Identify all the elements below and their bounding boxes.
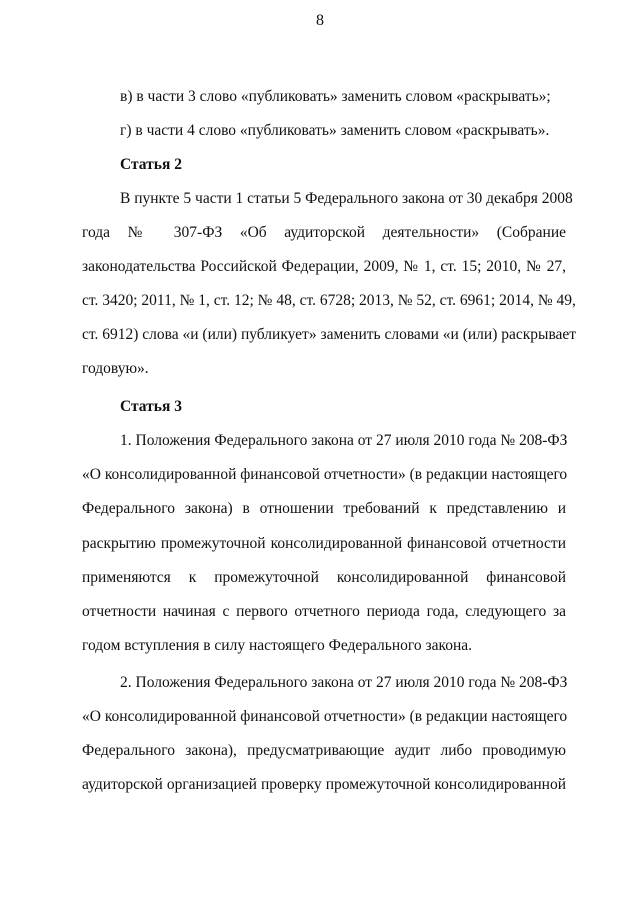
article-3-p2-line-3: Федерального закона), предусматривающие аудит либо проводимую <box>82 742 566 759</box>
article-2-line-5: ст. 6912) слова «и (или) публикует» заменить словами «и (или) раскрывает <box>82 326 577 343</box>
article-2-heading: Статья 2 <box>120 156 182 173</box>
article-2-line-3: законодательства Российской Федерации, 2009, № 1, ст. 15; 2010, № 27, <box>82 258 566 275</box>
article-3-heading: Статья 3 <box>120 398 182 415</box>
article-3-p1-line-4: раскрытию промежуточной консолидированной финансовой отчетности <box>82 535 566 552</box>
article-3-p1-line-7: годом вступления в силу настоящего Федерального закона. <box>82 637 473 654</box>
article-3-p1-line-3: Федерального закона) в отношении требований к представлению и <box>82 500 566 517</box>
item-g-line: г) в части 4 слово «публиковать» заменить словом «раскрывать». <box>120 122 550 139</box>
article-3-p2-line-4: аудиторской организацией проверку промежуточной консолидированной <box>82 776 566 793</box>
article-2-line-1: В пункте 5 части 1 статьи 5 Федерального закона от 30 декабря 2008 <box>120 190 573 207</box>
article-2-line-4: ст. 3420; 2011, № 1, ст. 12; № 48, ст. 6728; 2013, № 52, ст. 6961; 2014, № 49, <box>82 292 576 309</box>
article-2-line-2: года № 307-ФЗ «Об аудиторской деятельности» (Собрание <box>82 224 566 241</box>
article-3-p1-line-2: «О консолидированной финансовой отчетности» (в редакции настоящего <box>82 466 568 483</box>
item-v-line: в) в части 3 слово «публиковать» заменить словом «раскрывать»; <box>120 88 551 105</box>
article-3-p2-line-1: 2. Положения Федерального закона от 27 июля 2010 года № 208-ФЗ <box>120 674 568 691</box>
page-number: 8 <box>316 12 324 29</box>
article-3-p1-line-5: применяются к промежуточной консолидированной финансовой <box>82 569 566 586</box>
article-3-p2-line-2: «О консолидированной финансовой отчетности» (в редакции настоящего <box>82 708 568 725</box>
article-3-p1-line-1: 1. Положения Федерального закона от 27 июля 2010 года № 208-ФЗ <box>120 432 568 449</box>
article-3-p1-line-6: отчетности начиная с первого отчетного периода года, следующего за <box>82 603 566 620</box>
article-2-line-6: годовую». <box>82 360 149 377</box>
